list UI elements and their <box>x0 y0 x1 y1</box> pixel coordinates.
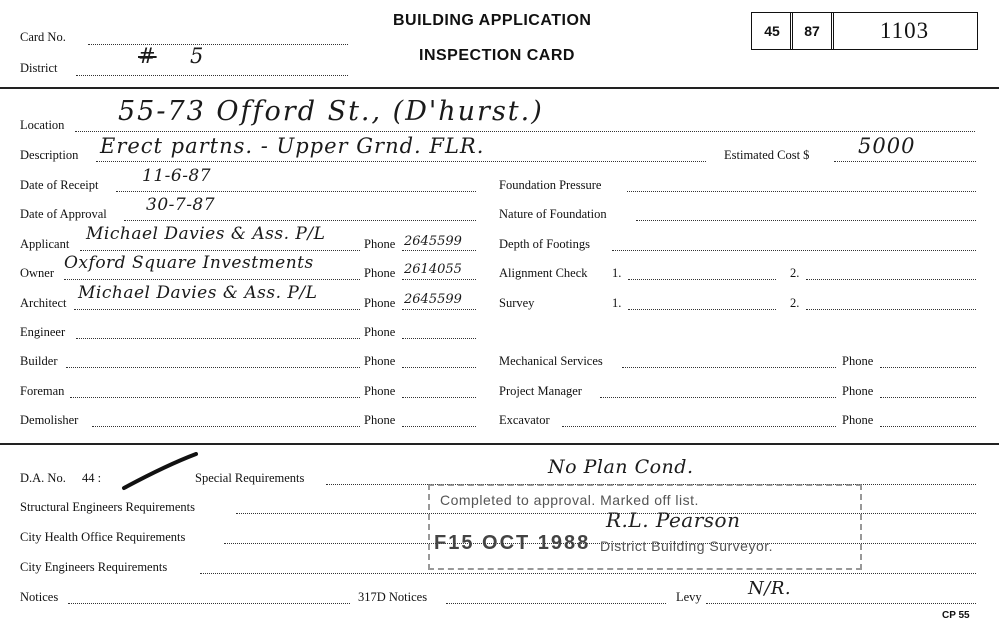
form-title-line1: BUILDING APPLICATION <box>393 12 592 29</box>
applicant-phone-value: 2645599 <box>404 234 462 249</box>
excavator-phone-line <box>880 426 976 427</box>
owner-phone-line <box>402 279 476 280</box>
project-manager-line <box>600 397 836 398</box>
engineer-line <box>76 338 360 339</box>
alignment-check-1-line <box>628 279 776 280</box>
date-of-approval-label: Date of Approval <box>20 207 107 221</box>
estimated-cost-label: Estimated Cost $ <box>724 148 810 162</box>
district-value: 5 <box>190 44 205 68</box>
depth-of-footings-line <box>612 250 976 251</box>
mechanical-services-label: Mechanical Services <box>499 354 603 368</box>
survey-1-line <box>628 309 776 310</box>
alignment-check-2-line <box>806 279 976 280</box>
depth-of-footings-label: Depth of Footings <box>499 237 590 251</box>
excavator-label: Excavator <box>499 413 550 427</box>
notices-label: Notices <box>20 590 59 604</box>
da-no-slash-mark <box>120 452 200 492</box>
foundation-pressure-label: Foundation Pressure <box>499 178 602 192</box>
mechanical-services-phone-label: Phone <box>842 354 874 368</box>
architect-line <box>74 309 360 310</box>
applicant-label: Applicant <box>20 237 70 251</box>
date-of-receipt-label: Date of Receipt <box>20 178 99 192</box>
structural-engineers-label: Structural Engineers Requirements <box>20 500 195 514</box>
mechanical-services-line <box>622 367 836 368</box>
district-line <box>76 75 348 76</box>
owner-phone-label: Phone <box>364 266 396 280</box>
excavator-line <box>562 426 836 427</box>
card-no-label: Card No. <box>20 30 66 44</box>
header-divider <box>0 87 999 89</box>
project-manager-label: Project Manager <box>499 384 582 398</box>
owner-line <box>64 279 360 280</box>
project-manager-phone-line <box>880 397 976 398</box>
city-engineers-line <box>200 573 976 574</box>
foreman-line <box>70 397 360 398</box>
stamp-signature: R.L. Pearson <box>606 508 741 532</box>
architect-label: Architect <box>20 296 67 310</box>
alignment-check-2-label: 2. <box>790 266 800 280</box>
stamp-date: F15 OCT 1988 <box>434 532 591 554</box>
description-line <box>96 161 706 162</box>
district-label: District <box>20 61 58 75</box>
demolisher-phone-line <box>402 426 476 427</box>
mechanical-services-phone-line <box>880 367 976 368</box>
notices-317d-label: 317D Notices <box>358 590 428 604</box>
levy-value: N/R. <box>748 578 792 599</box>
card-number-box-1: 45 <box>751 12 793 50</box>
description-value: Erect partns. - Upper Grnd. FLR. <box>100 134 485 158</box>
owner-label: Owner <box>20 266 55 280</box>
date-of-receipt-line <box>116 191 476 192</box>
survey-label: Survey <box>499 296 535 310</box>
estimated-cost-line <box>834 161 976 162</box>
demolisher-label: Demolisher <box>20 413 79 427</box>
district-struck-value: # <box>138 44 157 68</box>
estimated-cost-value: 5000 <box>858 134 916 158</box>
owner-value: Oxford Square Investments <box>64 253 314 273</box>
alignment-check-label: Alignment Check <box>499 266 588 280</box>
da-no-label: D.A. No. <box>20 471 66 485</box>
excavator-phone-label: Phone <box>842 413 874 427</box>
form-code: CP 55 <box>942 610 970 621</box>
alignment-check-1-label: 1. <box>612 266 622 280</box>
engineer-label: Engineer <box>20 325 66 339</box>
engineer-phone-line <box>402 338 476 339</box>
engineer-phone-label: Phone <box>364 325 396 339</box>
owner-phone-value: 2614055 <box>404 262 462 277</box>
card-no-line <box>88 44 348 45</box>
survey-2-label: 2. <box>790 296 800 310</box>
card-number-box-3: 1103 <box>831 12 978 50</box>
city-engineers-label: City Engineers Requirements <box>20 560 168 574</box>
description-label: Description <box>20 148 79 162</box>
applicant-line <box>80 250 360 251</box>
nature-of-foundation-label: Nature of Foundation <box>499 207 607 221</box>
date-of-approval-value: 30-7-87 <box>146 195 216 215</box>
project-manager-phone-label: Phone <box>842 384 874 398</box>
form-title-line2: INSPECTION CARD <box>419 47 575 64</box>
architect-phone-value: 2645599 <box>404 292 462 307</box>
date-of-approval-line <box>124 220 476 221</box>
stamp-line2: District Building Surveyor. <box>600 538 774 554</box>
levy-line <box>706 603 976 604</box>
nature-of-foundation-line <box>636 220 976 221</box>
card-number-box-2: 87 <box>790 12 834 50</box>
notices-317d-line <box>446 603 666 604</box>
builder-label: Builder <box>20 354 58 368</box>
special-requirements-value: No Plan Cond. <box>548 456 694 478</box>
applicant-value: Michael Davies & Ass. P/L <box>86 224 326 244</box>
builder-phone-line <box>402 367 476 368</box>
builder-phone-label: Phone <box>364 354 396 368</box>
demolisher-line <box>92 426 360 427</box>
survey-1-label: 1. <box>612 296 622 310</box>
location-value: 55-73 Offord St., (D'hurst.) <box>118 96 544 127</box>
survey-2-line <box>806 309 976 310</box>
architect-value: Michael Davies & Ass. P/L <box>78 283 318 303</box>
foundation-pressure-line <box>627 191 976 192</box>
foreman-phone-label: Phone <box>364 384 396 398</box>
date-of-receipt-value: 11-6-87 <box>142 166 212 186</box>
special-requirements-label: Special Requirements <box>195 471 305 485</box>
architect-phone-label: Phone <box>364 296 396 310</box>
foreman-label: Foreman <box>20 384 65 398</box>
notices-line <box>68 603 350 604</box>
applicant-phone-label: Phone <box>364 237 396 251</box>
applicant-phone-line <box>402 250 476 251</box>
location-line <box>75 131 975 132</box>
architect-phone-line <box>402 309 476 310</box>
city-health-label: City Health Office Requirements <box>20 530 186 544</box>
foreman-phone-line <box>402 397 476 398</box>
da-no-value: 44 : <box>82 471 102 485</box>
stamp-line1: Completed to approval. Marked off list. <box>440 492 699 508</box>
location-label: Location <box>20 118 65 132</box>
requirements-divider <box>0 443 999 445</box>
levy-label: Levy <box>676 590 702 604</box>
demolisher-phone-label: Phone <box>364 413 396 427</box>
builder-line <box>66 367 360 368</box>
